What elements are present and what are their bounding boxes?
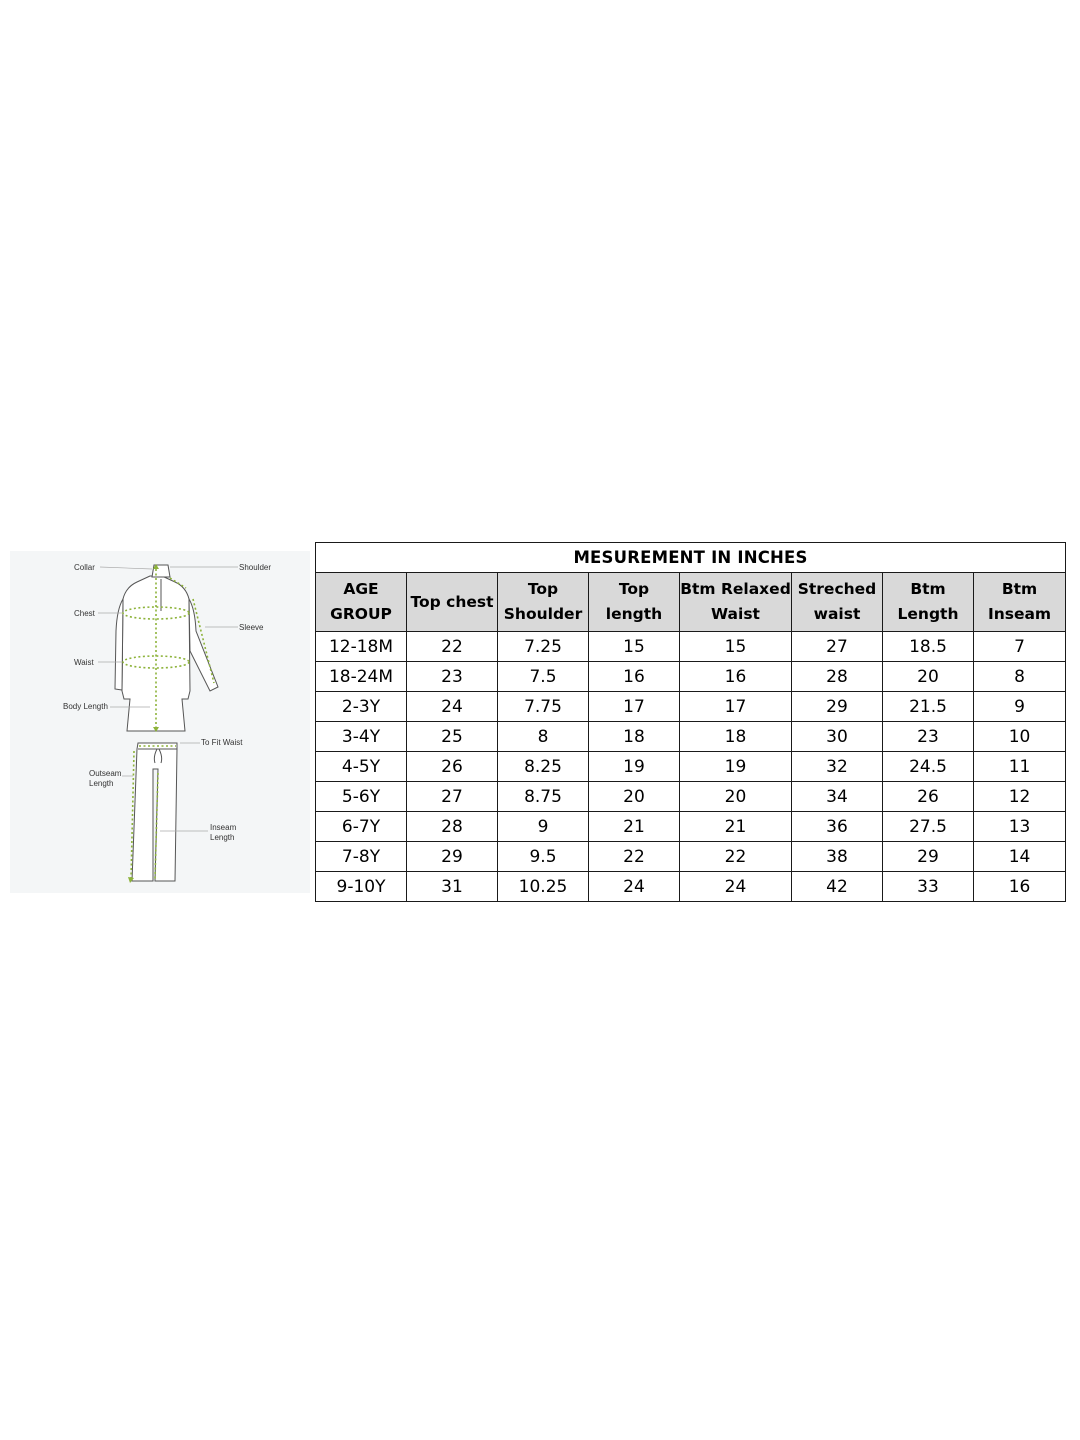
measurement-cell: 7.75 [498, 692, 589, 722]
table-row [316, 692, 1066, 722]
measurement-cell: 27 [792, 632, 883, 662]
measurement-cell: 31 [407, 872, 498, 902]
age-group-cell: 18-24M [316, 662, 407, 692]
column-header-line1: Top [527, 580, 559, 598]
column-header [883, 573, 974, 632]
measurement-cell: 8.75 [498, 782, 589, 812]
shoulder-label: Shoulder [239, 563, 272, 572]
outseam-label-line1: Outseam [89, 769, 122, 778]
measurement-cell: 24 [589, 872, 680, 902]
body-length-label: Body Length [63, 702, 108, 711]
measurement-cell: 27 [407, 782, 498, 812]
measurement-cell: 8.25 [498, 752, 589, 782]
measurement-cell: 24 [680, 872, 792, 902]
measurement-cell: 17 [680, 692, 792, 722]
table-row [316, 842, 1066, 872]
age-group-cell: 6-7Y [316, 812, 407, 842]
column-header-line1: Btm [910, 580, 946, 598]
to-fit-waist-label: To Fit Waist [201, 738, 243, 747]
measurement-cell: 32 [792, 752, 883, 782]
measurement-cell: 26 [407, 752, 498, 782]
measurement-cell: 24 [407, 692, 498, 722]
table-row [316, 782, 1066, 812]
age-group-cell: 12-18M [316, 632, 407, 662]
measurement-cell: 16 [680, 662, 792, 692]
measurement-cell: 30 [792, 722, 883, 752]
measurement-cell: 20 [680, 782, 792, 812]
measurement-cell: 19 [589, 752, 680, 782]
age-group-cell: 5-6Y [316, 782, 407, 812]
measurement-cell: 22 [589, 842, 680, 872]
column-header-line1: Top [618, 580, 650, 598]
table-header-row [316, 573, 1066, 632]
measurement-cell: 12 [974, 782, 1066, 812]
measurement-cell: 38 [792, 842, 883, 872]
measurement-cell: 25 [407, 722, 498, 752]
column-header-line1: AGE [343, 580, 379, 598]
measurement-cell: 10 [974, 722, 1066, 752]
column-header-line2: Length [897, 605, 959, 623]
age-group-cell: 7-8Y [316, 842, 407, 872]
waist-label: Waist [74, 658, 94, 667]
measurement-cell: 36 [792, 812, 883, 842]
measurement-cell: 13 [974, 812, 1066, 842]
age-group-cell: 9-10Y [316, 872, 407, 902]
garment-measurement-diagram [10, 551, 310, 893]
column-header [589, 573, 680, 632]
measurement-cell: 20 [589, 782, 680, 812]
table-row [316, 632, 1066, 662]
table-row [316, 752, 1066, 782]
measurement-cell: 7.25 [498, 632, 589, 662]
measurement-cell: 8 [974, 662, 1066, 692]
measurement-cell: 29 [792, 692, 883, 722]
measurement-cell: 22 [407, 632, 498, 662]
measurement-cell: 22 [680, 842, 792, 872]
column-header-line1: Btm Relaxed [680, 580, 791, 598]
measurement-cell: 21.5 [883, 692, 974, 722]
chest-label: Chest [74, 609, 95, 618]
measurement-cell: 29 [407, 842, 498, 872]
table-row [316, 872, 1066, 902]
measurement-cell: 29 [883, 842, 974, 872]
measurement-cell: 15 [589, 632, 680, 662]
measurement-cell: 33 [883, 872, 974, 902]
table-title: MESUREMENT IN INCHES [316, 543, 1066, 573]
measurement-cell: 42 [792, 872, 883, 902]
table-row [316, 812, 1066, 842]
column-header-line1: Top chest [410, 592, 494, 611]
measurement-cell: 17 [589, 692, 680, 722]
measurement-cell: 7 [974, 632, 1066, 662]
measurement-cell: 20 [883, 662, 974, 692]
measurement-cell: 18 [589, 722, 680, 752]
table-row [316, 722, 1066, 752]
column-header [316, 573, 407, 632]
inseam-label-line2: Length [210, 833, 235, 842]
kurta-pajama-illustration [10, 551, 310, 893]
column-header-line2: Waist [711, 605, 760, 623]
measurement-cell: 9 [974, 692, 1066, 722]
measurement-cell: 8 [498, 722, 589, 752]
measurement-cell: 7.5 [498, 662, 589, 692]
column-header-line1: Streched [797, 580, 877, 598]
column-header [498, 573, 589, 632]
measurement-cell: 23 [407, 662, 498, 692]
measurement-cell: 11 [974, 752, 1066, 782]
age-group-cell: 4-5Y [316, 752, 407, 782]
column-header [974, 573, 1066, 632]
measurement-cell: 27.5 [883, 812, 974, 842]
column-header [680, 573, 792, 632]
column-header-line2: Inseam [987, 605, 1052, 623]
inseam-label-line1: Inseam [210, 823, 237, 832]
measurement-cell: 28 [407, 812, 498, 842]
table-body [316, 632, 1066, 902]
measurement-cell: 9.5 [498, 842, 589, 872]
column-header-line2: GROUP [330, 605, 392, 623]
measurement-cell: 21 [589, 812, 680, 842]
collar-label: Collar [74, 563, 95, 572]
measurement-cell: 34 [792, 782, 883, 812]
column-header [792, 573, 883, 632]
measurement-cell: 10.25 [498, 872, 589, 902]
measurement-cell: 16 [974, 872, 1066, 902]
measurement-cell: 14 [974, 842, 1066, 872]
measurement-cell: 9 [498, 812, 589, 842]
column-header [407, 573, 498, 632]
size-chart-table [315, 542, 1066, 902]
measurement-cell: 15 [680, 632, 792, 662]
measurement-cell: 23 [883, 722, 974, 752]
measurement-cell: 24.5 [883, 752, 974, 782]
table-row [316, 662, 1066, 692]
column-header-line1: Btm [1001, 580, 1038, 598]
column-header-line2: waist [813, 605, 861, 623]
column-header-line2: length [605, 605, 663, 623]
measurement-cell: 18.5 [883, 632, 974, 662]
outseam-label-line2: Length [89, 779, 114, 788]
measurement-cell: 21 [680, 812, 792, 842]
sleeve-label: Sleeve [239, 623, 264, 632]
age-group-cell: 3-4Y [316, 722, 407, 752]
column-header-line2: Shoulder [503, 605, 583, 623]
measurement-cell: 26 [883, 782, 974, 812]
measurement-cell: 19 [680, 752, 792, 782]
measurement-cell: 28 [792, 662, 883, 692]
measurement-cell: 16 [589, 662, 680, 692]
table-title-row [316, 543, 1066, 573]
measurement-cell: 18 [680, 722, 792, 752]
age-group-cell: 2-3Y [316, 692, 407, 722]
